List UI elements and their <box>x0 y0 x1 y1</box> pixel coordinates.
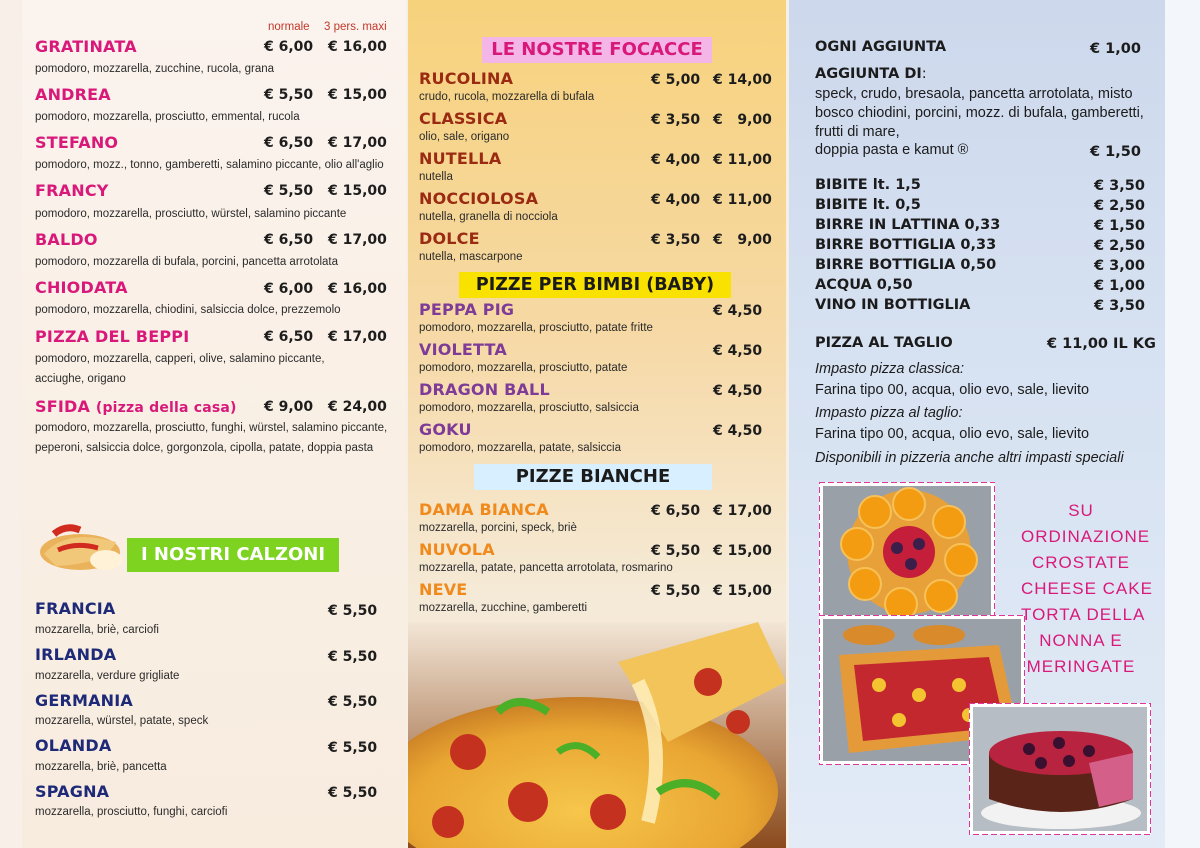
pizza-photo <box>408 622 786 848</box>
calzone-name: IRLANDA <box>35 645 117 664</box>
pizza-price-maxi: € 24,00 <box>328 399 387 415</box>
bevanda-price: € 1,50 <box>1094 218 1145 234</box>
baby-pizza-desc: pomodoro, mozzarella, prosciutto, salsiccia <box>419 402 639 414</box>
ordinazione-line: MERINGATE <box>1026 657 1136 676</box>
panel-pizze <box>22 0 406 848</box>
focaccia-price-maxi: € 11,00 <box>713 152 772 168</box>
baby-pizza-name: GOKU <box>419 420 472 439</box>
calzoni-banner: I NOSTRI CALZONI <box>127 538 339 572</box>
aggiunta-di-colon: : <box>921 66 927 82</box>
bianca-pizza-desc: mozzarella, zucchine, gamberetti <box>419 602 588 614</box>
focaccia-name: NOCCIOLOSA <box>419 189 539 208</box>
focacce-banner: LE NOSTRE FOCACCE <box>482 37 712 63</box>
impasto-taglio-label: Impasto pizza al taglio: <box>815 405 963 421</box>
ordinazione-line: ORDINAZIONE <box>1021 527 1151 546</box>
bianca-pizza-name: NEVE <box>419 580 468 599</box>
baby-pizza-price: € 4,50 <box>713 303 763 319</box>
pizza-price-normale: € 6,50 <box>264 135 314 151</box>
baby-pizza-desc: pomodoro, mozzarella, prosciutto, patate <box>419 362 628 374</box>
calzone-price: € 5,50 <box>328 649 378 665</box>
pizza-name <box>35 397 237 416</box>
baby-pizza-price: € 4,50 <box>713 383 763 399</box>
pizza-name: BALDO <box>35 230 98 249</box>
bevanda-price: € 3,50 <box>1094 178 1145 194</box>
baby-pizza-name: DRAGON BALL <box>419 380 550 399</box>
baby-pizza-desc: pomodoro, mozzarella, prosciutto, patate fritte <box>419 322 653 334</box>
pizza-price-normale: € 6,50 <box>264 232 314 248</box>
page-margin-right <box>1165 0 1200 848</box>
aggiunta-line: doppia pasta e kamut ® <box>815 142 969 158</box>
focaccia-price-normale: € 4,00 <box>651 192 701 208</box>
pizza-price-normale: € 6,00 <box>264 39 314 55</box>
focaccia-price-maxi: € 14,00 <box>713 72 772 88</box>
pizza-desc: pomodoro, mozzarella, prosciutto, emmental, rucola <box>35 111 300 123</box>
bevanda-name: BIRRE IN LATTINA 0,33 <box>815 217 1001 233</box>
ordinazione-line: CHEESE CAKE <box>1021 579 1153 598</box>
bianca-price-maxi: € 17,00 <box>713 503 772 519</box>
focaccia-name: RUCOLINA <box>419 69 514 88</box>
focaccia-desc: nutella, granella di nocciola <box>419 211 558 223</box>
pizza-desc-line2: acciughe, origano <box>35 373 126 385</box>
size-header-maxi: 3 pers. maxi <box>324 21 387 33</box>
focaccia-name: DOLCE <box>419 229 480 248</box>
focaccia-desc: crudo, rucola, mozzarella di bufala <box>419 91 595 103</box>
calzone-name: GERMANIA <box>35 691 134 710</box>
bevanda-name: BIBITE lt. 1,5 <box>815 177 921 193</box>
bevanda-price: € 3,00 <box>1094 258 1145 274</box>
bevanda-name: ACQUA 0,50 <box>815 277 913 293</box>
bianca-pizza-desc: mozzarella, porcini, speck, briè <box>419 522 577 534</box>
aggiunta-di-text: AGGIUNTA DI <box>815 66 922 82</box>
pizza-price-maxi: € 15,00 <box>328 183 387 199</box>
bimbi-banner: PIZZE PER BIMBI (BABY) <box>459 272 731 298</box>
calzone-desc: mozzarella, verdure grigliate <box>35 670 180 682</box>
size-header-normale: normale <box>268 21 310 33</box>
bevanda-name: VINO IN BOTTIGLIA <box>815 297 971 313</box>
ordinazione-line: NONNA E <box>1039 631 1123 650</box>
bianca-pizza-name: DAMA BIANCA <box>419 500 549 519</box>
calzone-desc: mozzarella, briè, carciofi <box>35 624 159 636</box>
ordinazione-line: CROSTATE <box>1031 553 1131 572</box>
calzone-desc: mozzarella, briè, pancetta <box>35 761 167 773</box>
pizza-desc: pomodoro, mozzarella, zucchine, rucola, grana <box>35 63 275 75</box>
bevanda-name: BIBITE lt. 0,5 <box>815 197 921 213</box>
ogni-aggiunta-price: € 1,00 <box>1090 41 1141 57</box>
focaccia-price-normale: € 3,50 <box>651 232 701 248</box>
pizza-desc: pomodoro, mozzarella, capperi, olive, salamino piccante, <box>35 353 325 365</box>
aggiunta-price: € 1,50 <box>1090 144 1141 160</box>
pizza-name: FRANCY <box>35 181 109 200</box>
pizza-price-normale: € 6,00 <box>264 281 314 297</box>
pizza-name-main: SFIDA <box>35 397 91 416</box>
focaccia-price-maxi: € 11,00 <box>713 192 772 208</box>
focaccia-name: NUTELLA <box>419 149 502 168</box>
panel-focacce <box>408 0 786 848</box>
calzone-price: € 5,50 <box>328 603 378 619</box>
calzone-name: SPAGNA <box>35 782 110 801</box>
baby-pizza-desc: pomodoro, mozzarella, patate, salsiccia <box>419 442 621 454</box>
bianca-price-normale: € 5,50 <box>651 543 701 559</box>
bevanda-price: € 1,00 <box>1094 278 1145 294</box>
bianca-price-maxi: € 15,00 <box>713 543 772 559</box>
focaccia-name: CLASSICA <box>419 109 508 128</box>
pizza-desc: pomodoro, mozzarella, prosciutto, funghi, würstel, salamino piccante, <box>35 422 388 434</box>
calzone-desc: mozzarella, prosciutto, funghi, carciofi <box>35 806 228 818</box>
focaccia-price-maxi: € 9,00 <box>713 112 772 128</box>
ordinazione-text <box>1021 498 1153 680</box>
bianca-price-normale: € 5,50 <box>651 583 701 599</box>
pizza-name-note: (pizza della casa) <box>95 400 237 416</box>
ordinazione-line: TORTA DELLA <box>1021 605 1146 624</box>
pizza-desc-line2: peperoni, salsiccia dolce, gorgonzola, cipolla, patate, doppia pasta <box>35 442 374 454</box>
pizza-price-maxi: € 16,00 <box>328 281 387 297</box>
baby-pizza-price: € 4,50 <box>713 423 763 439</box>
impasto-classica-label: Impasto pizza classica: <box>815 361 965 377</box>
bevanda-name: BIRRE BOTTIGLIA 0,50 <box>815 257 997 273</box>
calzone-name: OLANDA <box>35 736 112 755</box>
pizza-name: STEFANO <box>35 133 119 152</box>
calzone-desc: mozzarella, würstel, patate, speck <box>35 715 209 727</box>
pizza-al-taglio-label: PIZZA AL TAGLIO <box>815 335 953 351</box>
bianche-banner: PIZZE BIANCHE <box>474 464 712 490</box>
baby-pizza-name: PEPPA PIG <box>419 300 515 319</box>
focaccia-price-normale: € 3,50 <box>651 112 701 128</box>
pizza-price-normale: € 6,50 <box>264 329 314 345</box>
pizza-name: GRATINATA <box>35 37 137 56</box>
calzone-name: FRANCIA <box>35 599 116 618</box>
bianca-price-normale: € 6,50 <box>651 503 701 519</box>
focaccia-price-normale: € 5,00 <box>651 72 701 88</box>
pizza-desc: pomodoro, mozzarella di bufala, porcini, pancetta arrotolata <box>35 256 339 268</box>
baby-pizza-price: € 4,50 <box>713 343 763 359</box>
pizza-price-maxi: € 17,00 <box>328 329 387 345</box>
calzone-price: € 5,50 <box>328 740 378 756</box>
aggiunta-di-label <box>815 66 927 82</box>
aggiunta-line: speck, crudo, bresaola, pancetta arrotolata, misto <box>815 86 1133 102</box>
pizza-name: CHIODATA <box>35 278 128 297</box>
ordinazione-line: SU <box>1068 501 1094 520</box>
bianca-pizza-name: NUVOLA <box>419 540 495 559</box>
aggiunta-line: bosco chiodini, porcini, mozz. di bufala, gamberetti, <box>815 105 1144 121</box>
bevanda-price: € 3,50 <box>1094 298 1145 314</box>
focaccia-desc: olio, sale, origano <box>419 131 510 143</box>
page-margin-left <box>0 0 22 848</box>
pizza-name: ANDREA <box>35 85 111 104</box>
calzone-price: € 5,50 <box>328 694 378 710</box>
pizza-price-normale: € 5,50 <box>264 87 314 103</box>
pizza-desc: pomodoro, mozzarella, chiodini, salsiccia dolce, prezzemolo <box>35 304 341 316</box>
pizza-price-maxi: € 17,00 <box>328 232 387 248</box>
focaccia-desc: nutella, mascarpone <box>419 251 523 263</box>
bevanda-name: BIRRE BOTTIGLIA 0,33 <box>815 237 997 253</box>
pizza-price-normale: € 5,50 <box>264 183 314 199</box>
pizza-al-taglio-price: € 11,00 IL KG <box>1047 336 1156 352</box>
calzone-price: € 5,50 <box>328 785 378 801</box>
bevanda-price: € 2,50 <box>1094 238 1145 254</box>
aggiunta-line: frutti di mare, <box>815 124 900 140</box>
panel-extra <box>789 0 1165 848</box>
impasto-taglio-text: Farina tipo 00, acqua, olio evo, sale, lievito <box>815 426 1090 442</box>
impasto-classica-text: Farina tipo 00, acqua, olio evo, sale, lievito <box>815 382 1090 398</box>
pizza-desc: pomodoro, mozz., tonno, gamberetti, salamino piccante, olio all'aglio <box>35 159 384 171</box>
bianca-pizza-desc: mozzarella, patate, pancetta arrotolata, rosmarino <box>419 562 673 574</box>
bianca-price-maxi: € 15,00 <box>713 583 772 599</box>
ogni-aggiunta-label: OGNI AGGIUNTA <box>815 39 947 55</box>
baby-pizza-name: VIOLETTA <box>419 340 507 359</box>
torta-photo <box>969 703 1151 835</box>
pizza-price-normale: € 9,00 <box>264 399 314 415</box>
crostata-photo <box>819 482 995 622</box>
pizza-price-maxi: € 17,00 <box>328 135 387 151</box>
focaccia-price-normale: € 4,00 <box>651 152 701 168</box>
disponibili-note: Disponibili in pizzeria anche altri impasti speciali <box>815 450 1124 466</box>
calzone-image <box>36 520 128 576</box>
focaccia-price-maxi: € 9,00 <box>713 232 772 248</box>
pizza-price-maxi: € 15,00 <box>328 87 387 103</box>
bevanda-price: € 2,50 <box>1094 198 1145 214</box>
focaccia-desc: nutella <box>419 171 453 183</box>
pizza-desc: pomodoro, mozzarella, prosciutto, würstel, salamino piccante <box>35 208 347 220</box>
pizza-name: PIZZA DEL BEPPI <box>35 327 190 346</box>
pizza-price-maxi: € 16,00 <box>328 39 387 55</box>
